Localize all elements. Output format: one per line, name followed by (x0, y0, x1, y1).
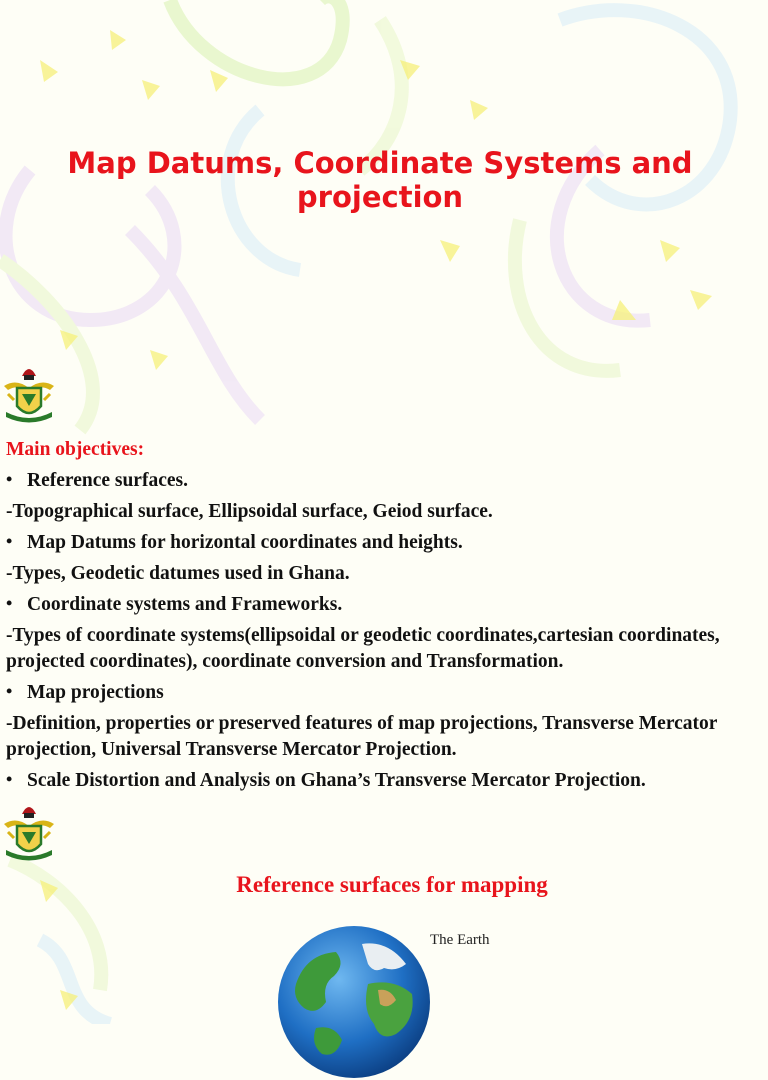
bullet-icon: • (6, 593, 13, 613)
objective-detail: -Types, Geodetic datumes used in Ghana. (6, 563, 350, 584)
earth-globe-icon (276, 924, 432, 1080)
bullet-icon: • (6, 769, 13, 789)
objective-text: Scale Distortion and Analysis on Ghana’s Transverse Mercator Projection. (27, 770, 646, 791)
objectives-section (6, 437, 766, 799)
bullet-icon: • (6, 469, 13, 489)
university-crest-icon (0, 362, 58, 430)
section-title: Reference surfaces for mapping (236, 872, 548, 897)
objective-detail: -Types of coordinate systems(ellipsoidal or geodetic coordinates,cartesian coordinates, projected coordinates), coordinate conversion and Transformation. (6, 625, 720, 672)
university-crest-icon (0, 800, 58, 868)
objective-text: Reference surfaces. (27, 470, 188, 491)
objective-text: Map projections (27, 682, 164, 703)
objective-text: Map Datums for horizontal coordinates and heights. (27, 532, 463, 553)
objective-item (6, 680, 766, 706)
bullet-icon: • (6, 681, 13, 701)
objectives-heading: Main objectives: (6, 439, 145, 460)
slide-title: Map Datums, Coordinate Systems and projection (67, 146, 693, 214)
objective-text: Coordinate systems and Frameworks. (27, 594, 343, 615)
objective-detail: -Topographical surface, Ellipsoidal surface, Geiod surface. (6, 501, 493, 522)
bullet-icon: • (6, 531, 13, 551)
objective-item (6, 768, 766, 794)
objective-item (6, 592, 766, 618)
objective-detail: -Definition, properties or preserved features of map projections, Transverse Mercator projection, Universal Transverse Mercator Projection. (6, 713, 718, 760)
figure-caption: The Earth (430, 932, 490, 948)
objective-item (6, 468, 766, 494)
objective-item (6, 530, 766, 556)
